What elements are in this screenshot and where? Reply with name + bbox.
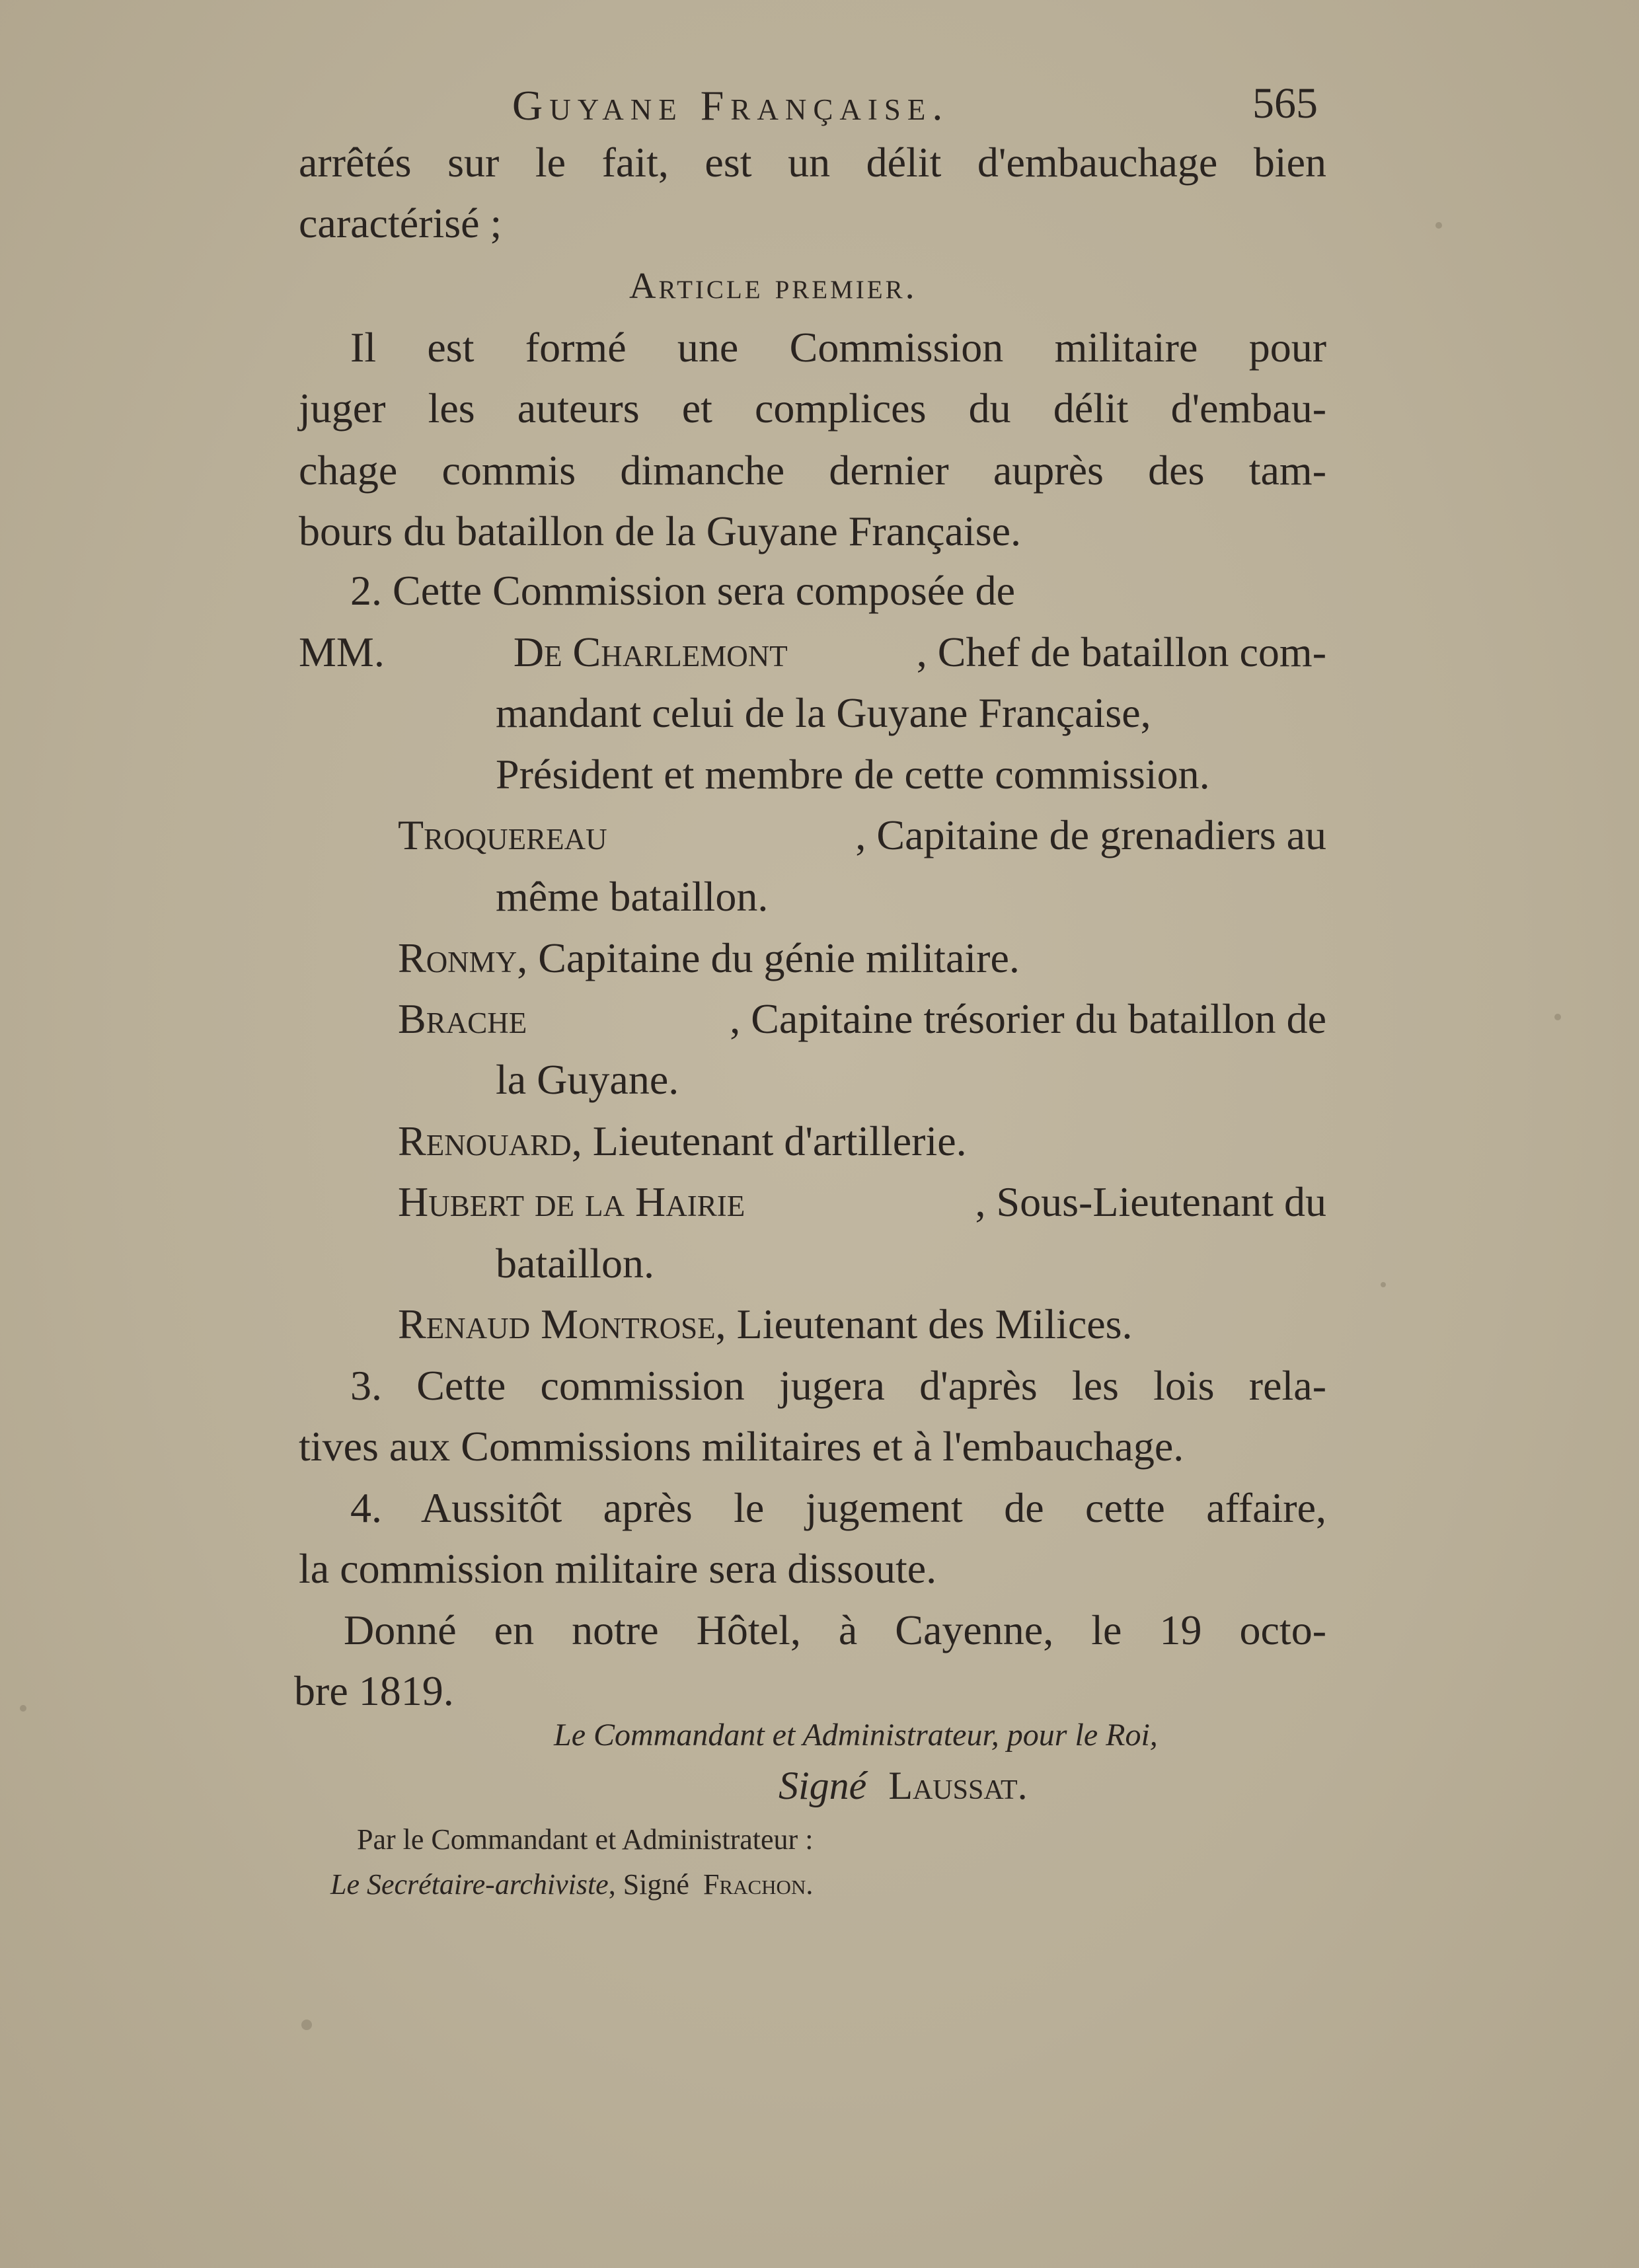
name-troquereau: Troquereau — [398, 812, 607, 858]
text-line-7: 2. Cette Commission sera composée de — [350, 567, 1016, 614]
text-line-20: 3. Cette commission jugera d'après les lois rela- — [350, 1362, 1326, 1409]
ronmy-role: , Capitaine du génie militaire. — [517, 934, 1020, 981]
charlemont-role: , Chef de bataillon com- — [916, 628, 1326, 675]
text-line-15: la Guyane. — [496, 1056, 679, 1103]
text-line-25: bre 1819. — [294, 1667, 454, 1714]
text-line-9: mandant celui de la Guyane Française, — [496, 689, 1151, 736]
paper-speck — [301, 2020, 312, 2030]
text-line-18: bataillon. — [496, 1240, 654, 1287]
text-line-16 — [398, 1117, 967, 1164]
name-charlemont: De Charlemont — [513, 628, 788, 675]
hubert-role: , Sous-Lieutenant du — [975, 1178, 1326, 1225]
article-heading: Article premier. — [629, 266, 917, 307]
renouard-role: , Lieutenant d'artillerie. — [571, 1117, 967, 1164]
text-line-3: Il est formé une Commission militaire pour — [350, 324, 1326, 371]
troquereau-role: , Capitaine de grenadiers au — [855, 812, 1326, 858]
brache-role: , Capitaine trésorier du bataillon de — [730, 995, 1326, 1042]
text-line-22: 4. Aussitôt après le jugement de cette affaire, — [350, 1484, 1326, 1531]
running-title: Guyane Française. — [512, 82, 950, 129]
paper-speck — [1554, 1014, 1561, 1020]
text-line-23: la commission militaire sera dissoute. — [299, 1545, 937, 1592]
text-line-14 — [398, 995, 1326, 1042]
text-line-6: bours du bataillon de la Guyane Française. — [299, 508, 1021, 554]
text-line-5: chage commis dimanche dernier auprès des tam- — [299, 447, 1326, 494]
signature-par-le-line: Par le Commandant et Administrateur : — [357, 1823, 814, 1856]
montrose-role: , Lieutenant des Milices. — [715, 1301, 1133, 1347]
text-line-1: arrêtés sur le fait, est un délit d'embauchage bien — [299, 139, 1326, 186]
paper-speck — [1435, 222, 1442, 229]
text-line-17 — [398, 1178, 1326, 1225]
signature-secretaire-line — [330, 1870, 813, 1899]
text-line-13 — [398, 934, 1020, 981]
text-line-19 — [398, 1303, 1133, 1345]
paper-speck — [20, 1705, 26, 1712]
secretaire-title: Le Secrétaire-archiviste — [330, 1868, 609, 1901]
page-number: 565 — [1252, 79, 1318, 128]
mm-prefix: MM. — [299, 628, 385, 675]
name-frachon: Frachon. — [703, 1868, 814, 1901]
text-line-10: Président et membre de cette commission. — [496, 751, 1210, 798]
signature-laussat-line — [779, 1766, 1028, 1805]
text-line-24: Donné en notre Hôtel, à Cayenne, le 19 octo- — [344, 1606, 1326, 1653]
paper-speck — [1381, 1282, 1386, 1287]
signe-label: Signé — [779, 1764, 867, 1807]
name-renouard: Renouard — [398, 1117, 572, 1164]
text-line-4: juger les auteurs et complices du délit d'embau- — [299, 385, 1326, 432]
name-hubert: Hubert de la Hairie — [398, 1178, 745, 1225]
signature-commandant-line: Le Commandant et Administrateur, pour le Roi, — [554, 1718, 1158, 1753]
text-line-11 — [398, 814, 1326, 856]
signe-label-2: , Signé — [608, 1868, 689, 1901]
text-line-12: même bataillon. — [496, 873, 769, 920]
name-brache: Brache — [398, 995, 527, 1042]
text-line-21: tives aux Commissions militaires et à l'embauchage. — [299, 1423, 1184, 1470]
name-laussat: Laussat. — [888, 1764, 1028, 1807]
name-montrose: Renaud Montrose — [398, 1301, 716, 1347]
name-ronmy: Ronmy — [398, 934, 517, 981]
text-line-2: caractérisé ; — [299, 200, 502, 246]
text-line-8 — [299, 628, 1326, 675]
